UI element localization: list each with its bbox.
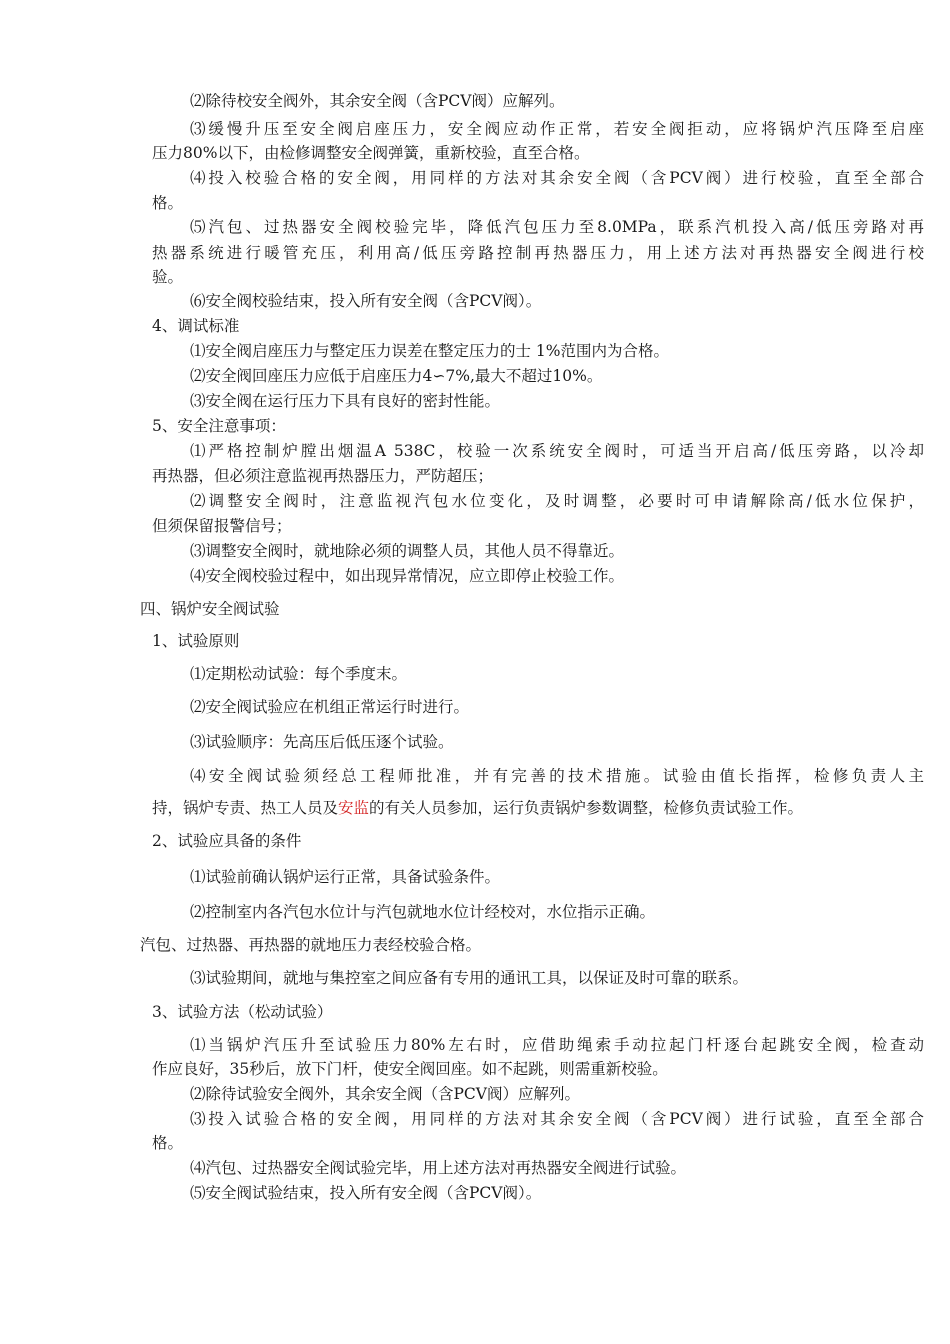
text-line: ⑴严格控制炉膛出烟温A 538C，校验一次系统安全阀时，可适当开启高/低压旁路，以冷却 [190, 442, 924, 460]
text-line: ⑴安全阀启座压力与整定压力误差在整定压力的士 1%范围内为合格。 [190, 342, 670, 360]
text-line: 验。 [152, 268, 184, 286]
text-line: ⑶安全阀在运行压力下具有良好的密封性能。 [190, 392, 501, 410]
text-line: ⑶缓慢升压至安全阀启座压力，安全阀应动作正常，若安全阀拒动，应将锅炉汽压降至启座 [190, 120, 924, 138]
text-line: 但须保留报警信号； [152, 517, 292, 535]
text-line: ⑴当锅炉汽压升至试验压力80%左右时，应借助绳索手动拉起门杆逐台起跳安全阀，检查动 [190, 1036, 924, 1054]
text-line: 汽包、过热器、再热器的就地压力表经校验合格。 [140, 936, 482, 954]
text-line: 作应良好，35秒后，放下门杆，使安全阀回座。如不起跳，则需重新校验。 [152, 1060, 668, 1078]
text-line: 格。 [152, 194, 184, 212]
text-line: ⑵除待试验安全阀外，其余安全阀（含PCV阀）应解列。 [190, 1085, 580, 1103]
text-line: ⑶投入试验合格的安全阀，用同样的方法对其余安全阀（含PCV阀）进行试验，直至全部合 [190, 1110, 924, 1128]
text-line [152, 797, 803, 819]
text-line: ⑵安全阀回座压力应低于启座压力4∽7%,最大不超过10%。 [190, 367, 603, 385]
text-line: ⑶试验顺序：先高压后低压逐个试验。 [190, 733, 454, 751]
section-heading: 4、调试标准 [152, 317, 240, 335]
chapter-heading: 四、锅炉安全阀试验 [140, 600, 280, 618]
text-line: ⑶调整安全阀时，就地除必须的调整人员，其他人员不得靠近。 [190, 542, 625, 560]
text-line: ⑶试验期间，就地与集控室之间应备有专用的通讯工具，以保证及时可靠的联系。 [190, 969, 749, 987]
text-line: ⑵安全阀试验应在机组正常运行时进行。 [190, 698, 470, 716]
text-line: 格。 [152, 1134, 184, 1152]
highlighted-text: 安监 [338, 799, 370, 817]
text-line: ⑷安全阀试验须经总工程师批准，并有完善的技术措施。试验由值长指挥，检修负责人主 [190, 767, 924, 785]
text-line: ⑸汽包、过热器安全阀校验完毕，降低汽包压力至8.0MPa，联系汽机投入高/低压旁路对再 [190, 218, 924, 236]
text-line: ⑵控制室内各汽包水位计与汽包就地水位计经校对，水位指示正确。 [190, 903, 656, 921]
text-line: ⑸安全阀试验结束，投入所有安全阀（含PCV阀）。 [190, 1184, 542, 1202]
text-line: ⑷汽包、过热器安全阀试验完毕，用上述方法对再热器安全阀进行试验。 [190, 1159, 687, 1177]
text-segment: 的有关人员参加，运行负责锅炉参数调整，检修负责试验工作。 [369, 799, 804, 817]
text-line: ⑷安全阀校验过程中，如出现异常情况，应立即停止校验工作。 [190, 567, 625, 585]
section-heading: 2、试验应具备的条件 [152, 832, 302, 850]
text-line: ⑷投入校验合格的安全阀，用同样的方法对其余安全阀（含PCV阀）进行校验，直至全部合 [190, 169, 924, 187]
text-line: ⑹安全阀校验结束，投入所有安全阀（含PCV阀）。 [190, 292, 542, 310]
text-segment: 持，锅炉专责、热工人员及 [152, 799, 339, 817]
section-heading: 5、安全注意事项： [152, 417, 286, 435]
text-line: 再热器，但必须注意监视再热器压力，严防超压； [152, 467, 494, 485]
text-line: ⑵调整安全阀时，注意监视汽包水位变化，及时调整，必要时可申请解除高/低水位保护， [190, 492, 924, 510]
text-line: ⑴试验前确认锅炉运行正常，具备试验条件。 [190, 868, 501, 886]
text-line: 压力80%以下，由检修调整安全阀弹簧，重新校验，直至合格。 [152, 144, 590, 162]
text-line: ⑵除待校安全阀外，其余安全阀（含PCV阀）应解列。 [190, 92, 565, 110]
section-heading: 1、试验原则 [152, 632, 240, 650]
section-heading: 3、试验方法（松动试验） [152, 1003, 333, 1021]
text-line: 热器系统进行暖管充压，利用高/低压旁路控制再热器压力，用上述方法对再热器安全阀进行校 [152, 244, 924, 262]
text-line: ⑴定期松动试验：每个季度末。 [190, 665, 408, 683]
